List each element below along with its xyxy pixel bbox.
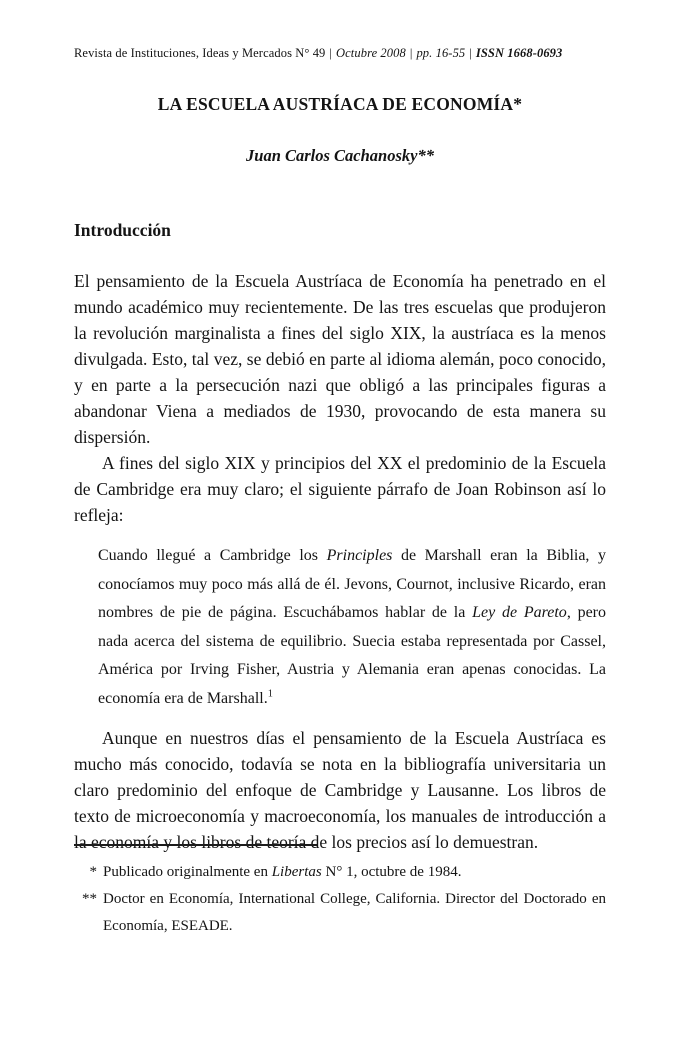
page-range: pp. 16-55 (416, 46, 466, 60)
header-separator: | (329, 46, 333, 60)
issn-label: ISSN 1668-0693 (475, 46, 563, 60)
block-quote (98, 542, 606, 713)
article-title: LA ESCUELA AUSTRÍACA DE ECONOMÍA* (157, 94, 523, 114)
paragraph-1: El pensamiento de la Escuela Austríaca de Economía ha penetrado en el mundo académico muy recientemente. De las tres escuelas que produjeron la revolución marginalista a fines del siglo XIX, la austríaca es la menos divulgada. Esto, tal vez, se debió en parte al idioma alemán, poco conocido, y en parte a la persecución nazi que obligó a las principales figuras a abandonar Viena a mediados de 1930, provocando de esta manera su dispersión. (74, 271, 606, 447)
footnote-rule (74, 844, 317, 846)
footnote-text-2: Doctor en Economía, International College, California. Director del Doctorado en Economía, ESEADE. (103, 891, 606, 934)
text-segment: Libertas (271, 864, 322, 880)
footnote-marker-1: * (89, 864, 97, 880)
article-author: Juan Carlos Cachanosky** (246, 146, 434, 165)
text-segment: N° 1, octubre de 1984. (321, 864, 462, 880)
section-heading-introduccion: Introducción (74, 220, 171, 240)
text-segment: de Marshall eran la Biblia, y conocíamos muy poco más allá de él. Jevons, Cournot, inclusive Ricardo, eran nombres de pie de página. Escuchábamos hablar de la (98, 547, 607, 621)
paragraph-2: A fines del siglo XIX y principios del XX el predominio de la Escuela de Cambridge era muy claro; el siguiente párrafo de Joan Robinson así lo refleja: (74, 453, 606, 525)
text-segment: Principles (326, 547, 393, 564)
text-segment: , pero nada acerca del sistema de equilibrio. Suecia estaba representada por Cassel, América por Irving Fisher, Austria y Alemania eran apenas conocidas. La economía era de Marshall. (98, 604, 607, 707)
footnotes-section (74, 844, 606, 940)
footnote-marker-2: ** (82, 891, 97, 907)
footnote-text-1 (103, 859, 606, 886)
journal-header-line (74, 45, 614, 61)
footnote-reference-superscript: 1 (267, 688, 273, 700)
paragraph-3: Aunque en nuestros días el pensamiento de la Escuela Austríaca es mucho más conocido, todavía se nota en la bibliografía universitaria un claro predominio del enfoque de Cambridge y Lausanne. Los libros de texto de microeconomía y macroeconomía, los manuales de introducción a la economía y los libros de teoría de los precios así lo demuestran. (74, 728, 606, 852)
text-segment: Ley de Pareto (472, 604, 567, 621)
journal-name: Revista de Instituciones, Ideas y Mercados N° 49 (74, 46, 326, 60)
article-body (74, 218, 606, 855)
issue-date: Octubre 2008 (336, 46, 406, 60)
footnote-item (74, 859, 606, 886)
header-separator: | (469, 46, 472, 60)
text-segment: Cuando llegué a Cambridge los (98, 547, 327, 564)
text-segment: Publicado originalmente en (103, 864, 272, 880)
footnote-item (74, 886, 606, 940)
header-separator: | (409, 46, 413, 60)
